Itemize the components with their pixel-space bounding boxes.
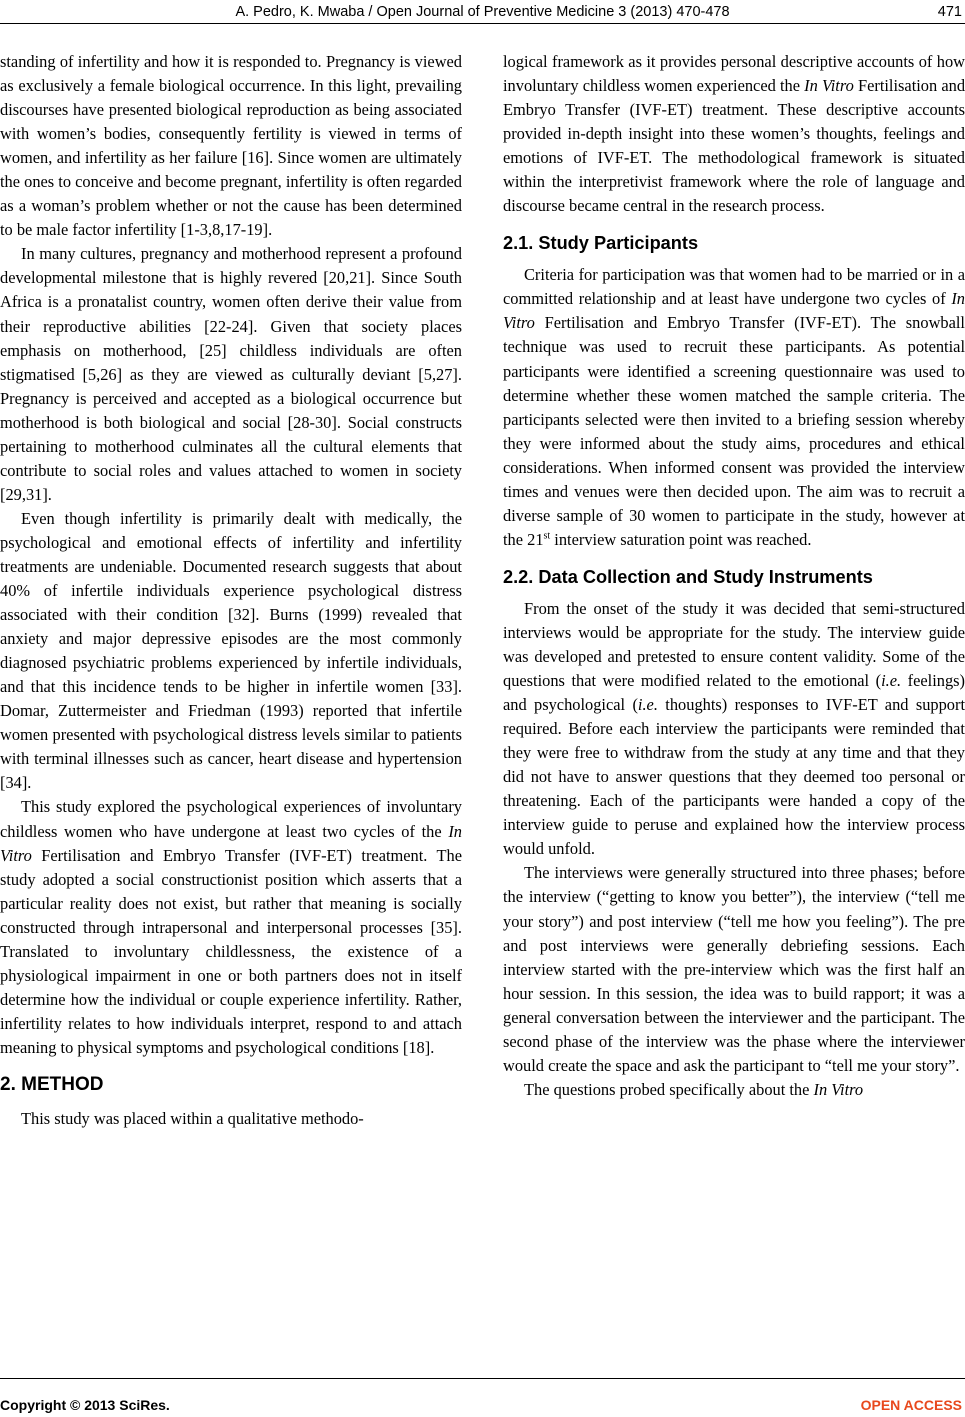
page-number: 471 bbox=[937, 4, 962, 20]
header-rule bbox=[0, 23, 965, 24]
paragraph: The interviews were generally structured into three phases; before the interview (“getting to know you better”), the interview (“tell me your story”) and post interview (“tell me how you feeling”). The pre and post interviews were generally debriefing sessions. Each interview started with the pre-interview which was the first half an hour session. In this session, the idea was to build rapport; it was a general conversation between the interviewer and the participant. The second phase of the interview was the phase where the interviewer would create the space and ask the participant to “tell me your story”. bbox=[503, 863, 965, 1075]
page-footer bbox=[0, 1378, 965, 1417]
copyright-notice: Copyright © 2013 SciRes. bbox=[0, 1397, 170, 1413]
paragraph: From the onset of the study it was decided that semi-structured interviews would be appropriate for the study. The interview guide was developed and pretested to ensure content validity. Some of the questions that were modified related to the emotional (i.e. feelings) and psychological (i.e. thoughts) responses to IVF-ET and support required. Before each interview the participants were reminded that they were free to withdraw from the study at any time and that they did not have to answer questions that they deemed too personal or threatening. Each of the participants were handed a copy of the interview guide to peruse and explained how the interview process would unfold. bbox=[503, 598, 965, 859]
left-column bbox=[0, 50, 462, 1131]
paragraph: logical framework as it provides personal descriptive accounts of how involuntary childless women experienced the In Vitro Fertilisation and Embryo Transfer (IVF-ET) treatment. These descriptive accounts provided in-depth insight into these women’s thoughts, feelings and emotions of IVF-ET. The methodological framework is situated within the interpretivist framework where the role of language and discourse became central in the research process. bbox=[503, 52, 965, 216]
paragraph: This study explored the psychological experiences of involuntary childless women who have undergone at least two cycles of the In Vitro Fertilisation and Embryo Transfer (IVF-ET) treatment. The study adopted a social constructionist position which asserts that a particular reality does not exist, but rather that meaning is socially constructed through intrapersonal and interpersonal processes [35]. Translated to involuntary childlessness, the existence of a physiological impairment in one or both partners does not in itself determine how the individual or couple experience infertility. Rather, infertility relates to how individuals interpret, respond to and attach meaning to physical symptoms and psychological conditions [18]. bbox=[0, 797, 462, 1057]
subsection-heading-data-collection: 2.2. Data Collection and Study Instruments bbox=[503, 566, 873, 587]
subsection-heading-participants: 2.1. Study Participants bbox=[503, 233, 699, 254]
page-header bbox=[0, 0, 965, 30]
paragraph: Criteria for participation was that women had to be married or in a committed relationship and at least have undergone two cycles of In Vitro Fertilisation and Embryo Transfer (IVF-ET). The snowball technique was used to recruit these participants. As potential participants were identified a screening questionnaire was used to determine whether these women matched the sample criteria. The participants selected were then invited to a briefing session whereby they were informed about the study aims, procedures and ethical considerations. When informed consent was provided the interview times and venues were then decided upon. The aim was to recruit a diverse sample of 30 women to participate in the study, however at the 21st interview saturation point was reached. bbox=[503, 265, 965, 549]
footer-rule bbox=[0, 1378, 965, 1379]
open-access-label: OPEN ACCESS bbox=[860, 1397, 962, 1413]
running-title: A. Pedro, K. Mwaba / Open Journal of Preventive Medicine 3 (2013) 470-478 bbox=[235, 4, 730, 20]
paragraph: In many cultures, pregnancy and motherhood represent a profound developmental milestone that is highly revered [20,21]. Since South Africa is a pronatalist country, women often derive their value from their reproductive abilities [22-24]. Given that society places emphasis on motherhood, [25] childless individuals are often stigmatised [5,26] as they are viewed as culturally deviant [5,27]. Pregnancy is perceived and accepted as a biological occurrence but motherhood is both biological and social [28-30]. Social constructs pertaining to motherhood culminates all the cultural elements that contribute to social roles and values attached to women in society [29,31]. bbox=[0, 244, 462, 504]
paragraph: Even though infertility is primarily dealt with medically, the psychological and emotional effects of infertility and infertility treatments are undeniable. Documented research suggests that about 40% of infertile individuals experience psychological distress associated with their condition [32]. Burns (1999) revealed that anxiety and major depressive episodes are the most commonly diagnosed psychiatric problems experienced by infertile individuals, and that this incidence tends to be higher in infertile women [33]. Domar, Zuttermeister and Friedman (1993) reported that infertile women presented with psychological distress levels similar to patients with terminal illnesses such as cancer, heart disease and hypertension [34]. bbox=[0, 508, 462, 793]
right-column bbox=[503, 50, 965, 1102]
paragraph: This study was placed within a qualitative methodo- bbox=[21, 1108, 364, 1128]
paragraph: The questions probed specifically about the In Vitro bbox=[524, 1079, 864, 1099]
section-heading-method: 2. METHOD bbox=[0, 1073, 104, 1095]
paragraph: standing of infertility and how it is responded to. Pregnancy is viewed as exclusively a female biological occurrence. In this light, prevailing discourses have presented biological reproduction as being associated with women’s bodies, consequently fertility is viewed in terms of women, and infertility as her failure [16]. Since women are ultimately the ones to conceive and become pregnant, infertility is often regarded as a woman’s problem whether or not the cause has been determined to be male factor infertility [1-3,8,17-19]. bbox=[0, 52, 462, 240]
